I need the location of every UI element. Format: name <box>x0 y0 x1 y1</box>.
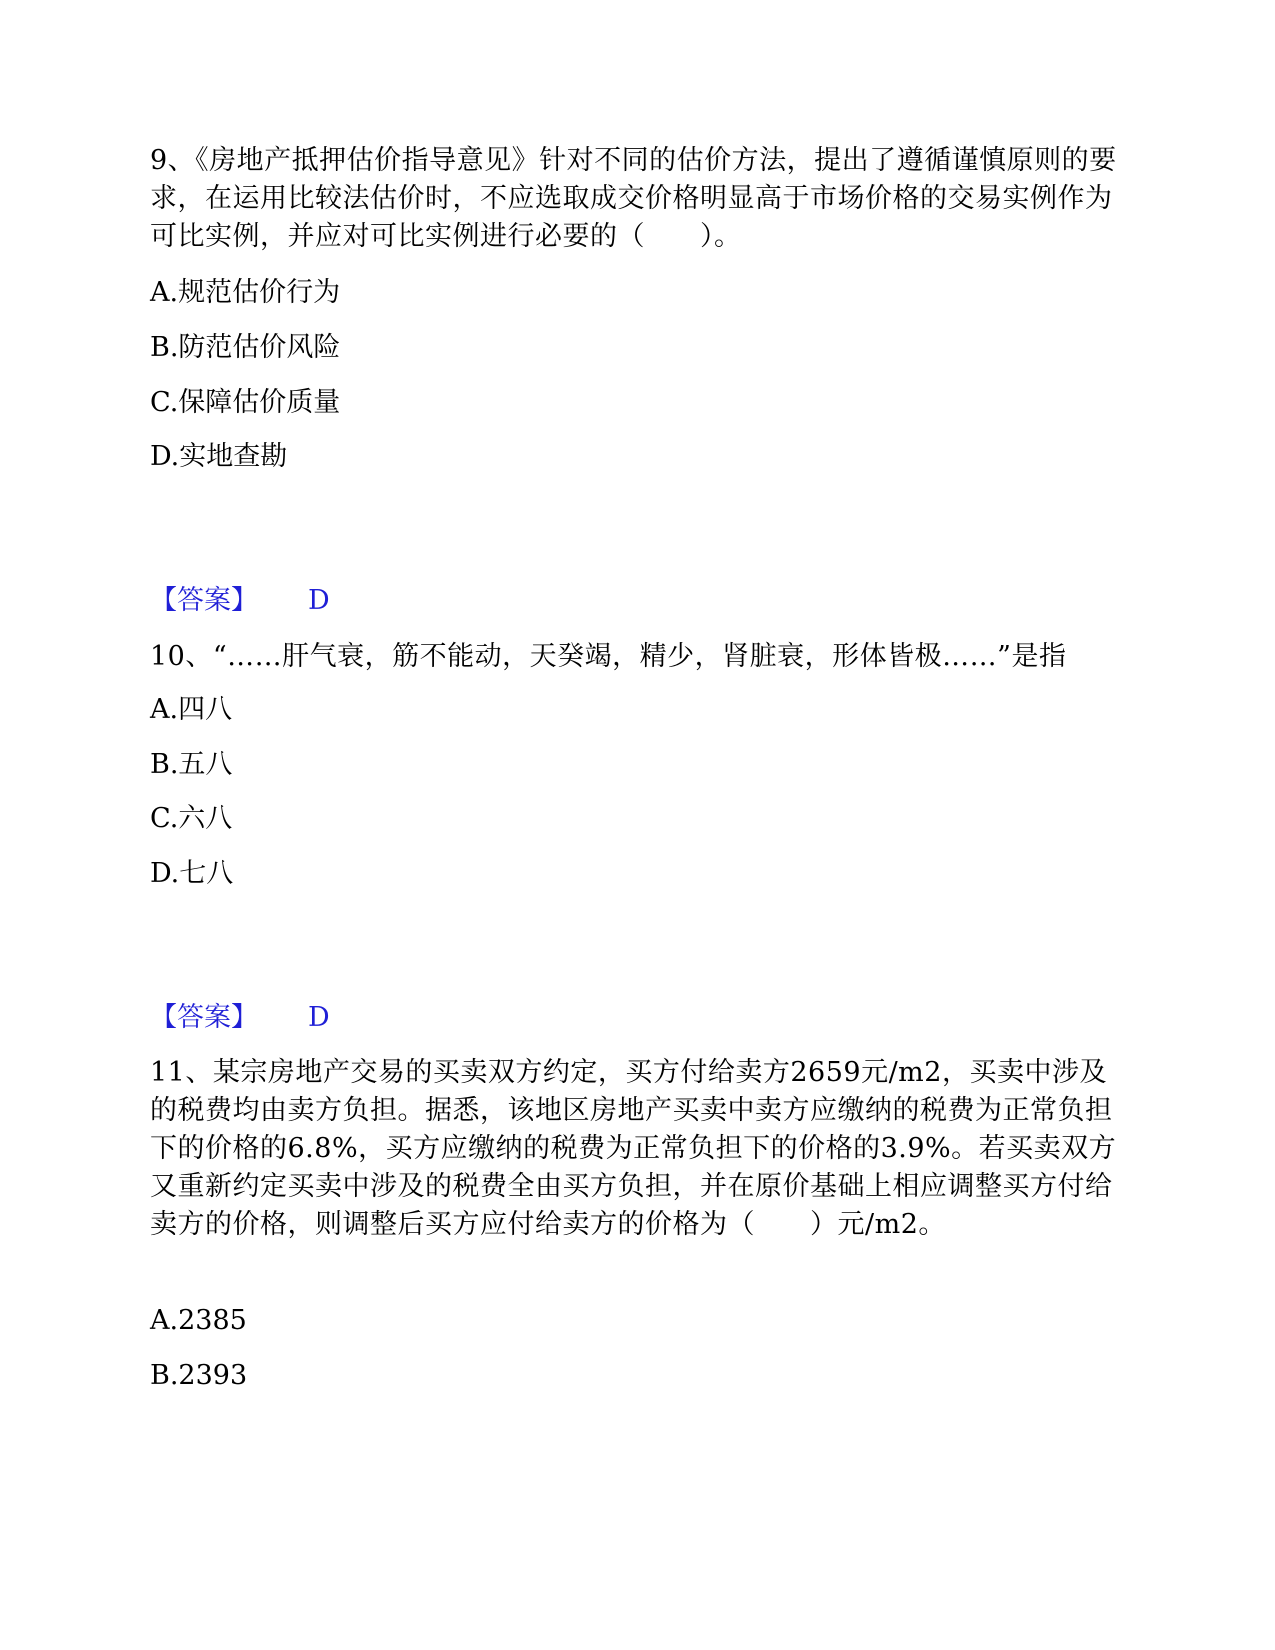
question-9-option-d: D.实地查勘 <box>150 441 288 472</box>
answer-value: D <box>308 585 330 616</box>
question-11-text: 11、某宗房地产交易的买卖双方约定，买方付给卖方2659元/m2，买卖中涉及的税费均由卖方负担。据悉，该地区房地产买卖中卖方应缴纳的税费为正常负担下的价格的6.8%，买方应缴纳的税费为正常负担下的价格的3.9%。若买卖双方又重新约定买卖中涉及的税费全由买方负担，并在原价基础上相应调整买方付给卖方的价格，则调整后买方应付给卖方的价格为（ ）元/m2。 <box>150 1057 1117 1240</box>
question-11-option-a: A.2385 <box>150 1305 247 1336</box>
question-9-text: 9、《房地产抵押估价指导意见》针对不同的估价方法，提出了遵循谨慎原则的要求，在运用比较法估价时，不应选取成交价格明显高于市场价格的交易实例作为可比实例，并应对可比实例进行必要的（ ）。 <box>150 145 1117 252</box>
answer-label: 【答案】 <box>150 1002 258 1033</box>
question-10-answer <box>150 999 330 1037</box>
question-10-text: 10、“……肝气衰，筋不能动，天癸竭，精少，肾脏衰，形体皆极……”是指 <box>150 641 1067 672</box>
question-10-option-c: C.六八 <box>150 803 233 834</box>
question-10-option-d: D.七八 <box>150 858 234 889</box>
question-9-option-c: C.保障估价质量 <box>150 387 341 418</box>
answer-label: 【答案】 <box>150 585 258 616</box>
question-9-answer <box>150 582 330 620</box>
question-10-option-a: A.四八 <box>150 694 233 725</box>
question-11-option-b: B.2393 <box>150 1360 248 1391</box>
question-9-option-a: A.规范估价行为 <box>150 277 341 308</box>
answer-value: D <box>308 1002 330 1033</box>
question-10-option-b: B.五八 <box>150 749 233 780</box>
question-9-option-b: B.防范估价风险 <box>150 332 341 363</box>
